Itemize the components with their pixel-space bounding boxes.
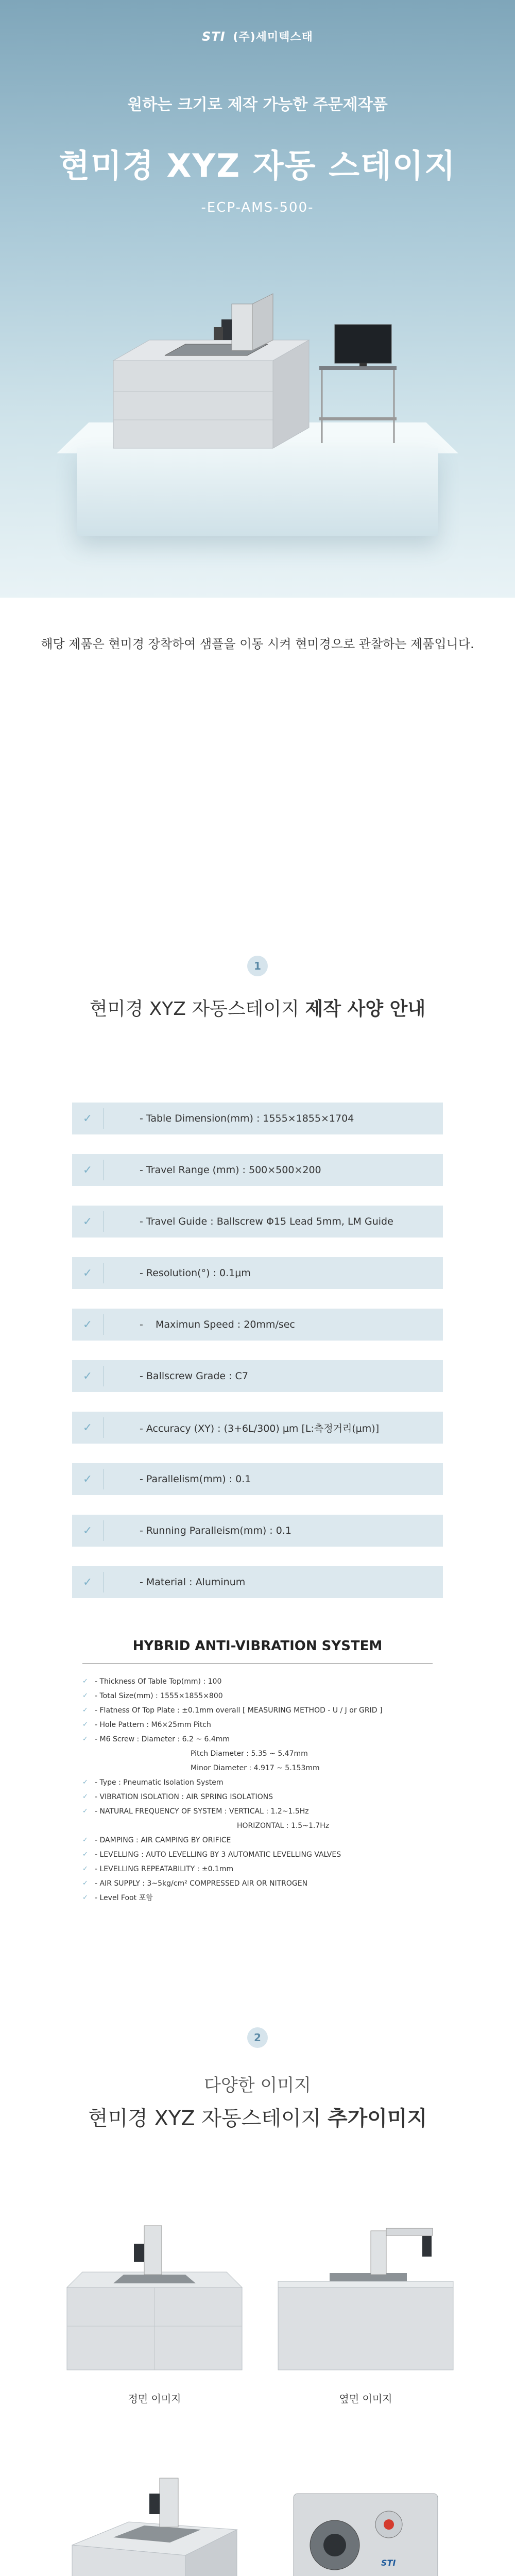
hybrid-item xyxy=(82,1732,433,1747)
check-icon: ✓ xyxy=(82,1266,93,1280)
check-icon: ✓ xyxy=(82,1894,88,1902)
hybrid-item-text: Pitch Diameter : 5.35 ~ 5.47mm xyxy=(191,1750,308,1758)
section-1-title xyxy=(0,994,515,1021)
hybrid-item-text: - Type : Pneumatic Isolation System xyxy=(95,1778,224,1787)
check-icon: ✓ xyxy=(82,1692,88,1700)
spec-row xyxy=(72,1103,443,1134)
check-icon: ✓ xyxy=(82,1112,93,1125)
hybrid-item xyxy=(82,1747,433,1761)
section-2-title-bold: 추가이미지 xyxy=(327,2107,427,2130)
check-icon: ✓ xyxy=(82,1472,93,1486)
hybrid-item-text: - DAMPING : AIR CAMPING BY ORIFICE xyxy=(95,1836,231,1844)
section-2-number: 2 xyxy=(247,2027,268,2048)
hybrid-item-text: - Thickness Of Table Top(mm) : 100 xyxy=(95,1677,222,1686)
spec-text: - Travel Range (mm) : 500×500×200 xyxy=(140,1164,321,1176)
spec-row xyxy=(72,1412,443,1444)
hybrid-item xyxy=(82,1703,433,1718)
check-icon: ✓ xyxy=(82,1879,88,1887)
caption-side: 옆면 이미지 xyxy=(339,2393,392,2405)
joystick-image xyxy=(268,2463,464,2576)
check-icon: ✓ xyxy=(82,1575,93,1589)
check-icon: ✓ xyxy=(82,1369,93,1383)
spec-row xyxy=(72,1206,443,1238)
pedestal xyxy=(77,448,438,536)
hybrid-item xyxy=(82,1790,433,1804)
check-icon: ✓ xyxy=(82,1721,88,1728)
hybrid-item-text: - Total Size(mm) : 1555×1855×800 xyxy=(95,1692,223,1700)
check-icon: ✓ xyxy=(82,1318,93,1331)
check-icon: ✓ xyxy=(82,1807,88,1815)
hybrid-item-text: - AIR SUPPLY : 3~5kg/cm² COMPRESSED AIR OR NITROGEN xyxy=(95,1879,308,1888)
check-icon: ✓ xyxy=(82,1851,88,1858)
hybrid-item xyxy=(82,1775,433,1790)
check-icon: ✓ xyxy=(82,1735,88,1743)
spec-text: - Accuracy (XY) : (3+6L/300) μm [L:측정거리(μm)] xyxy=(140,1422,380,1434)
hybrid-item xyxy=(82,1674,433,1689)
intro-text: 해당 제품은 현미경 장착하여 샘플을 이동 시켜 현미경으로 관찰하는 제품입니다. xyxy=(41,637,474,651)
section-1-title-plain: 현미경 XYZ 자동스테이지 xyxy=(89,998,305,1020)
joystick-brand-text: STI xyxy=(381,2558,396,2568)
section-1-number: 1 xyxy=(247,956,268,976)
section-2-pretitle: 다양한 이미지 xyxy=(204,2075,311,2096)
spec-row xyxy=(72,1257,443,1289)
check-icon: ✓ xyxy=(82,1677,88,1685)
diagonal-image xyxy=(57,2452,252,2576)
hero-title: 현미경 XYZ 자동 스테이지 xyxy=(59,147,456,184)
hybrid-item-text: Minor Diameter : 4.917 ~ 5.153mm xyxy=(191,1764,320,1772)
hero-subtitle: 원하는 크기로 제작 가능한 주문제작품 xyxy=(127,96,388,114)
hybrid-item-text: - NATURAL FREQUENCY OF SYSTEM : VERTICAL : 1.2~1.5Hz xyxy=(95,1807,309,1816)
spec-row xyxy=(72,1309,443,1341)
spec-row xyxy=(72,1360,443,1392)
check-icon: ✓ xyxy=(82,1706,88,1714)
hybrid-item-text: - Flatness Of Top Plate : ±0.1mm overall [ MEASURING METHOD - U / J or GRID ] xyxy=(95,1706,383,1715)
hybrid-item xyxy=(82,1718,433,1732)
spec-row xyxy=(72,1154,443,1186)
spec-text: - Maximun Speed : 20mm/sec xyxy=(140,1319,295,1330)
machine-illustration xyxy=(103,289,422,453)
side-image xyxy=(268,2215,464,2380)
logo-text: (주)세미텍스태 xyxy=(233,31,313,44)
spec-text: - Material : Aluminum xyxy=(140,1577,246,1588)
check-icon: ✓ xyxy=(82,1778,88,1786)
company-logo xyxy=(0,28,515,44)
check-icon: ✓ xyxy=(82,1793,88,1801)
hybrid-item xyxy=(82,1689,433,1703)
hybrid-item-text: - Level Foot 포함 xyxy=(95,1894,153,1902)
hybrid-item xyxy=(82,1862,433,1876)
hybrid-title: HYBRID ANTI-VIBRATION SYSTEM xyxy=(132,1638,383,1654)
check-icon: ✓ xyxy=(82,1215,93,1228)
check-icon: ✓ xyxy=(82,1163,93,1177)
hybrid-item xyxy=(82,1876,433,1891)
logo-mark: STI xyxy=(202,29,226,44)
spec-text: - Table Dimension(mm) : 1555×1855×1704 xyxy=(140,1113,354,1124)
hybrid-item xyxy=(82,1833,433,1848)
hybrid-item xyxy=(82,1761,433,1775)
hero-banner xyxy=(0,0,515,598)
spec-row xyxy=(72,1566,443,1598)
check-icon: ✓ xyxy=(82,1865,88,1873)
hybrid-item-text: - LEVELLING : AUTO LEVELLING BY 3 AUTOMATIC LEVELLING VALVES xyxy=(95,1851,341,1859)
hybrid-item-text: - M6 Screw : Diameter : 6.2 ~ 6.4mm xyxy=(95,1735,230,1743)
hybrid-list xyxy=(82,1674,433,1905)
section-2-title xyxy=(0,2102,515,2131)
section-1-title-bold: 제작 사양 안내 xyxy=(305,998,426,1020)
hybrid-divider xyxy=(82,1663,433,1664)
spec-text: - Parallelism(mm) : 0.1 xyxy=(140,1473,251,1485)
caption-front: 정면 이미지 xyxy=(128,2393,181,2405)
hybrid-item xyxy=(82,1819,433,1833)
hybrid-item xyxy=(82,1891,433,1905)
hybrid-item-text: - LEVELLING REPEATABILITY : ±0.1mm xyxy=(95,1865,234,1873)
hybrid-item-text: HORIZONTAL : 1.5~1.7Hz xyxy=(237,1822,330,1830)
hybrid-item xyxy=(82,1804,433,1819)
section-2-title-plain: 현미경 XYZ 자동스테이지 xyxy=(88,2107,328,2130)
spec-row xyxy=(72,1515,443,1547)
spec-row xyxy=(72,1463,443,1495)
check-icon: ✓ xyxy=(82,1524,93,1537)
spec-text: - Ballscrew Grade : C7 xyxy=(140,1370,248,1382)
check-icon: ✓ xyxy=(82,1421,93,1434)
front-image xyxy=(57,2215,252,2380)
spec-list xyxy=(72,1103,443,1618)
spec-text: - Running Paralleism(mm) : 0.1 xyxy=(140,1525,291,1536)
check-icon: ✓ xyxy=(82,1836,88,1844)
hybrid-item-text: - VIBRATION ISOLATION : AIR SPRING ISOLATIONS xyxy=(95,1793,273,1801)
hero-model: -ECP-AMS-500- xyxy=(201,200,314,215)
hybrid-item-text: - Hole Pattern : M6×25mm Pitch xyxy=(95,1721,211,1729)
hybrid-item xyxy=(82,1848,433,1862)
spec-text: - Resolution(°) : 0.1μm xyxy=(140,1267,251,1279)
spec-text: - Travel Guide : Ballscrew Φ15 Lead 5mm, LM Guide xyxy=(140,1216,393,1227)
